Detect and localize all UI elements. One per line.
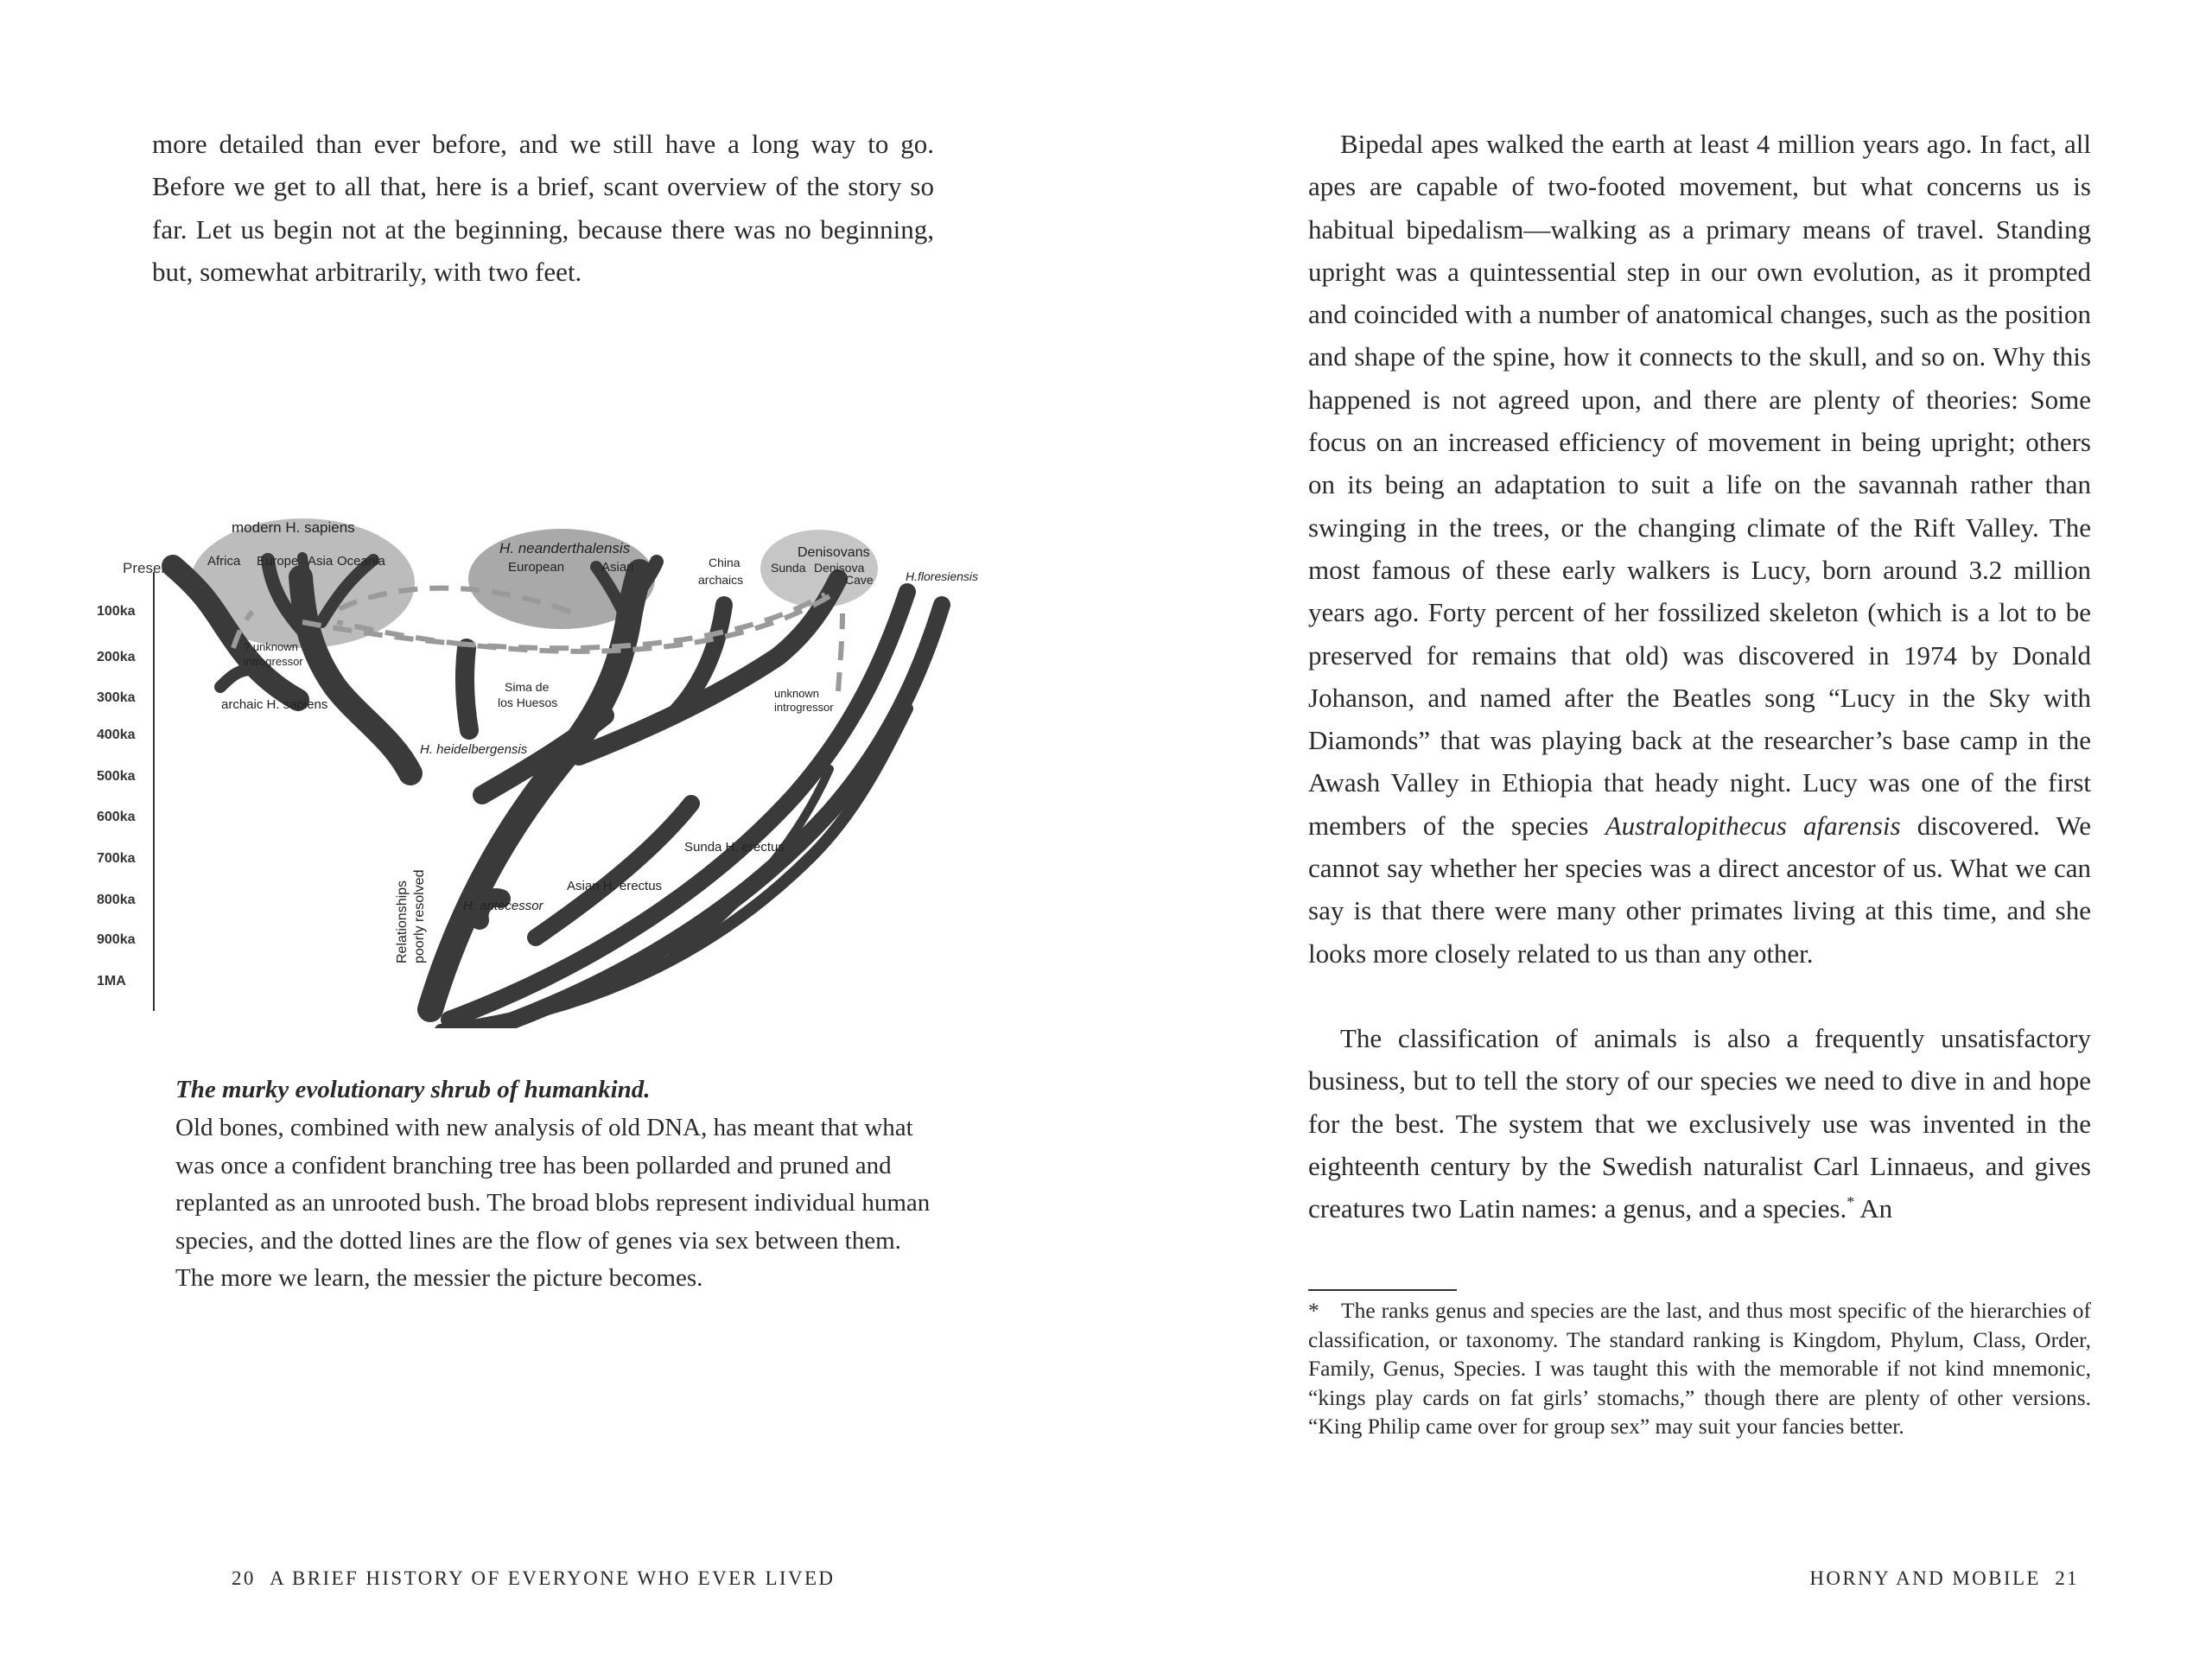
- label-europe: Europe: [257, 554, 299, 569]
- axis-label-900ka: 900ka: [97, 932, 136, 947]
- paragraph-2-text-a: The classification of animals is also a frequently unsatisfactory business, but to tell the story of our species we need to dive in and hope for the best. The system that we exclusively use was invented in the eighteenth century by the Swedish naturalist Carl Linnaeus, and gives creatures two Latin names: a genus, and a species.: [1308, 1023, 2091, 1224]
- evolution-shrub-figure: [52, 484, 1011, 1028]
- label-denisova: Denisova: [814, 561, 865, 575]
- left-running-title: A BRIEF HISTORY OF EVERYONE WHO EVER LIVED: [270, 1567, 836, 1589]
- axis-label-400ka: 400ka: [97, 728, 136, 742]
- label-modern-h-sapiens: modern H. sapiens: [232, 519, 355, 536]
- label-asian: Asian: [601, 560, 634, 575]
- paragraph-1-text-b: discovered. We cannot say whether her species was a direct ancestor of us. What we can say is that there were many other primates living at this time, and she looks more closely related to us than any other.: [1308, 810, 2091, 969]
- label-h-floresiensis: H.floresiensis: [906, 569, 979, 583]
- label-oceania: Oceania: [337, 554, 385, 569]
- label-sunda-h-erectus: Sunda H. erectus: [684, 840, 785, 855]
- label-h-neanderthalensis: H. neanderthalensis: [499, 540, 631, 556]
- right-page: [1106, 0, 2212, 1659]
- right-page-number: 21: [2055, 1567, 2079, 1589]
- lineage-archaic-fork: [220, 670, 251, 687]
- lineage-sima-de-los-huesos: [465, 648, 469, 730]
- body-paragraph-2: [1308, 1017, 2091, 1230]
- label-los-huesos: los Huesos: [498, 696, 558, 709]
- right-running-title: HORNY AND MOBILE: [1809, 1567, 2041, 1589]
- label-asia: Asia: [308, 554, 334, 569]
- body-paragraph-1: [1308, 123, 2091, 975]
- axis-label-800ka: 800ka: [97, 893, 136, 907]
- label-h-heidelbergensis: H. heidelbergensis: [420, 742, 528, 757]
- label-sima-de: Sima de: [505, 680, 550, 694]
- axis-label-300ka: 300ka: [97, 690, 136, 705]
- intro-paragraph: more detailed than ever before, and we still have a long way to go. Before we get to all that, here is a brief, scant overview of the story so far. Let us begin not at the beginning, because there was no beginning, but, somewhat arbitrarily, with two feet.: [152, 129, 934, 287]
- label-asian-h-erectus: Asian H. erectus: [567, 879, 663, 893]
- label-archaics: archaics: [698, 573, 744, 587]
- axis-label-200ka: 200ka: [97, 650, 136, 664]
- label-h-antecessor: H. antecessor: [463, 899, 543, 913]
- footnote-text: The ranks genus and species are the last, and thus most specific of the hierarchies of classification, or taxonomy. The standard ranking is Kingdom, Phylum, Class, Order, Family, Genus, Species. I was taught this with the memorable if not kind mnemonic, “kings play cards on fat girls’ stomachs,” though there are plenty of other versions. “King Philip came over for group sex” may suit your fancies better.: [1308, 1298, 2091, 1440]
- label-introgressor-2: introgressor: [774, 701, 834, 714]
- right-running-head: [1809, 1566, 2079, 1592]
- lineage-sunda-erectus: [536, 804, 691, 938]
- label-european: European: [508, 560, 565, 575]
- label-unknown-2: unknown: [774, 687, 820, 700]
- gene-flow-unknown-introgressor: [838, 613, 842, 691]
- species-name: Australopithecus afarensis: [1605, 810, 1901, 841]
- axis-label-700ka: 700ka: [97, 851, 136, 866]
- figure-caption-body: Old bones, combined with new analysis of old DNA, has meant that what was once a confident branching tree has been pollarded and pruned and replanted as an unrooted bush. The broad blobs represent individual human species, and the dotted lines are the flow of genes via sex between them. The more we learn, the messier the picture becomes.: [175, 1114, 931, 1292]
- axis-label-500ka: 500ka: [97, 769, 136, 784]
- label-cave: Cave: [845, 573, 874, 587]
- figure-caption-title: The murky evolutionary shrub of humankind.: [175, 1076, 651, 1103]
- label-relationships: Relationships: [395, 880, 410, 963]
- footnote-mark: *: [1308, 1298, 1319, 1323]
- left-running-head: [232, 1566, 835, 1592]
- axis-label-1ma: 1MA: [97, 974, 126, 988]
- label-poorly-resolved: poorly resolved: [412, 869, 427, 963]
- axis-label-600ka: 600ka: [97, 810, 136, 824]
- label-denisovans: Denisovans: [798, 545, 870, 560]
- paragraph-1-text-a: Bipedal apes walked the earth at least 4 million years ago. In fact, all apes are capable of two-footed movement, but what concerns us is habitual bipedalism—walking as a primary means of travel. Standing upright was a quintessential step in our own evolution, as it prompted and coincided with a number of anatomical changes, such as the position and shape of the spine, how it connects to the skull, and so on. Why this happened is not agreed upon, and there are plenty of theories: Some focus on an increased efficiency of movement in being upright; others on its being an adaptation to suit a life on the savannah rather than swinging in the trees, or the changing climate of the Rift Valley. The most famous of these early walkers is Lucy, born around 3.2 million years ago. Forty percent of her fossilized skeleton (which is a lot to be preserved for remains that old) was discovered in 1974 by Donald Johanson, and named after the Beatles song “Lucy in the Sky with Diamonds” that was playing back at the researcher’s base camp in the Awash Valley in Ethiopia that heady night. Lucy was one of the first members of the species: [1308, 129, 2091, 841]
- footnote: [1308, 1296, 2091, 1441]
- footnote-divider: [1308, 1289, 1457, 1291]
- label-sunda: Sunda: [771, 561, 806, 575]
- left-page-number: 20: [232, 1567, 256, 1589]
- footnote-reference[interactable]: *: [1847, 1193, 1855, 1211]
- label-china: China: [709, 556, 741, 569]
- label-unknown-1: ? unknown: [244, 640, 298, 653]
- label-archaic-h-sapiens: archaic H. sapiens: [221, 697, 328, 712]
- label-introgressor-1: introgressor: [244, 655, 303, 668]
- paragraph-2-text-b: An: [1859, 1193, 1893, 1224]
- axis-label-100ka: 100ka: [97, 604, 136, 619]
- axis-label-present: Present: [123, 560, 174, 576]
- label-africa: Africa: [207, 554, 241, 569]
